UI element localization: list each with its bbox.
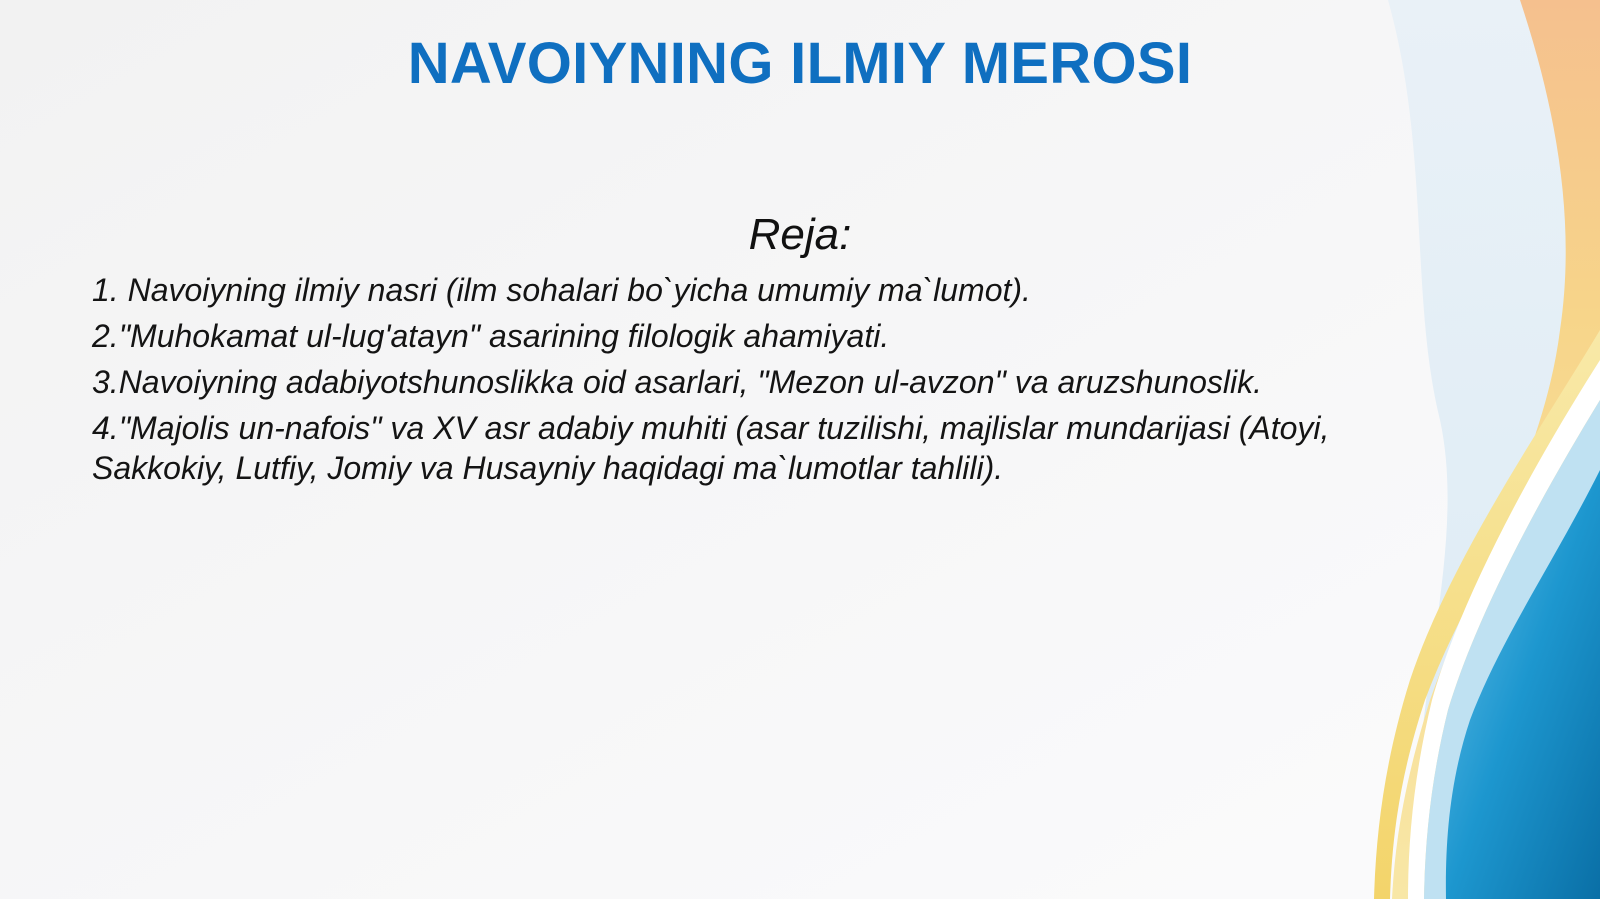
plan-heading: Reja: (748, 210, 852, 259)
plan-item: 4."Majolis un-nafois" va XV asr adabiy muhiti (asar tuzilishi, majlislar mundarijasi (Atoyi, Sakkokiy, Lutfiy, Jomiy va Husayniy haqidagi ma`lumotlar tahlili). (92, 410, 1330, 486)
plan-item: 3.Navoiyning adabiyotshunoslikka oid asarlari, "Mezon ul-avzon" va aruzshunoslik. (92, 364, 1262, 400)
plan-list (92, 270, 1392, 494)
plan-item: 2."Muhokamat ul-lug'atayn" asarining filologik ahamiyati. (92, 318, 890, 354)
slide-title: NAVOIYNING ILMIY MEROSI (407, 31, 1193, 96)
plan-item: 1. Navoiyning ilmiy nasri (ilm sohalari bo`yicha umumiy ma`lumot). (92, 272, 1031, 308)
